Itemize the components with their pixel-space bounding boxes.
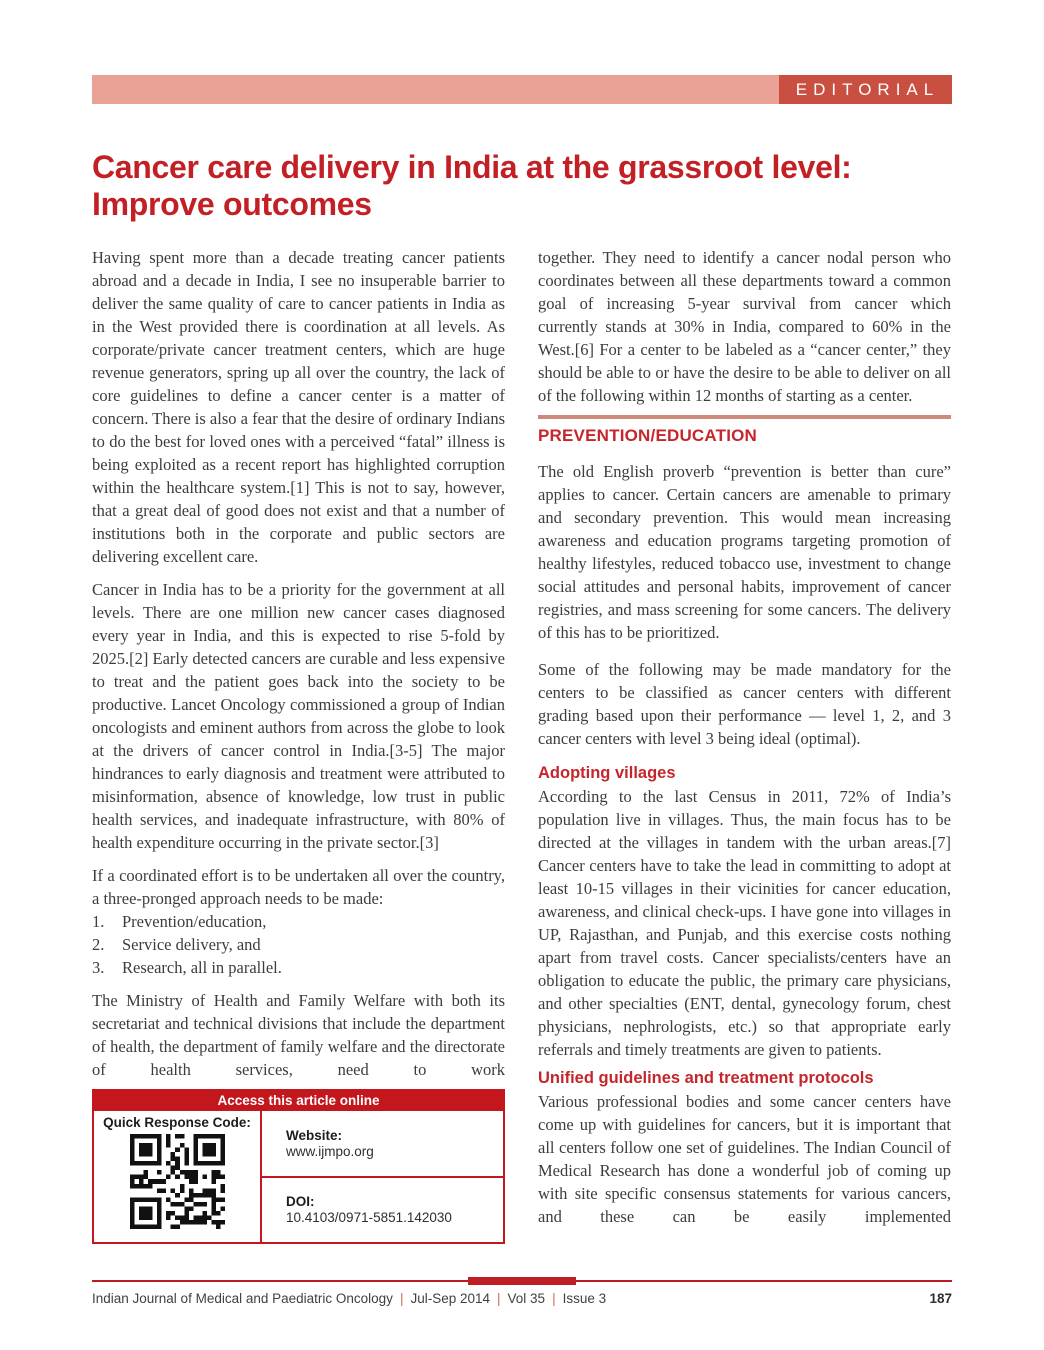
paragraph: The old English proverb “prevention is better than cure” applies to cancer. Certain cancers are amenable to primary and secondary prevention. This would mean increasing awareness and education programs targeting promotion of healthy lifestyles, reduced tobacco use, investment to change social attitudes and personal habits, improvement of cancer registries, and mass screening for some cancers. The delivery of this has to be prioritized. [538, 462, 951, 642]
numbered-list [92, 910, 505, 979]
qr-label: Quick Response Code: [103, 1115, 251, 1130]
section-divider [538, 415, 951, 419]
paragraph: According to the last Census in 2011, 72% of India’s population live in villages. Thus, the main focus has to be directed at the villages in tandem with the urban areas.[7] Cancer centers have to take the lead in committing to adopt at least 10-15 villages in their vicinities for cancer education, awareness, and clinical check-ups. I have gone into villages in UP, Rajasthan, and Punjab, and this exercise costs nothing apart from travel costs. Cancer specialists/centers have an obligation to educate the public, the primary care physicians, and other specialties (ENT, dental, gynecology forum, chest physicians, nephrologists, etc.) so that appropriate early referrals and timely treatments are given to patients. [538, 787, 951, 1059]
list-item [92, 933, 505, 956]
banner-accent-bar [92, 75, 779, 104]
access-box-body [94, 1111, 503, 1242]
website-cell [262, 1111, 503, 1178]
website-label: Website: [286, 1127, 343, 1143]
footer-journal-name: Indian Journal of Medical and Paediatric Oncology [92, 1291, 393, 1306]
list-item [92, 910, 505, 933]
paragraph: Some of the following may be made mandatory for the centers to be classified as cancer centers with different grading based upon their performance — level 1, 2, and 3 cancer centers with level 3 being ideal (optimal). [538, 660, 951, 748]
footer-rule-accent [468, 1277, 576, 1285]
list-number: 2. [92, 935, 105, 954]
list-number: 3. [92, 958, 105, 977]
footer-volume: Vol 35 [507, 1291, 546, 1306]
list-text: Prevention/education, [122, 912, 267, 931]
list-item [92, 956, 505, 979]
page-number: 187 [929, 1291, 952, 1306]
list-number: 1. [92, 912, 105, 931]
paragraph: Various professional bodies and some cancer centers have come up with guidelines for cancers, but it is important that all centers follow one set of guidelines. The Indian Council of Medical Research has done a wonderful job of coming up with site specific consensus statements for various cancers, and these can be easily implemented [538, 1092, 951, 1226]
article-title: Cancer care delivery in India at the grassroot level: Improve outcomes [92, 149, 852, 223]
qr-code [94, 1134, 260, 1234]
list-text: Research, all in parallel. [122, 958, 282, 977]
right-column [538, 246, 951, 1244]
footer-date: Jul-Sep 2014 [410, 1291, 491, 1306]
access-box-header: Access this article online [94, 1091, 503, 1111]
footer-separator: | [552, 1291, 556, 1306]
footer-issue: Issue 3 [562, 1291, 607, 1306]
paragraph: The Ministry of Health and Family Welfare with both its secretariat and technical divisions that include the department of health, the department of family welfare and the directorate of health services, need to work [92, 991, 505, 1079]
subsection-heading: Unified guidelines and treatment protocols [538, 1069, 874, 1087]
subsection-heading: Adopting villages [538, 764, 676, 782]
footer [92, 1291, 952, 1306]
left-column [92, 246, 505, 1244]
access-article-box [92, 1089, 505, 1244]
page-banner [92, 75, 952, 104]
list-text: Service delivery, and [122, 935, 261, 954]
paragraph: together. They need to identify a cancer nodal person who coordinates between all these departments toward a common goal of increasing 5-year survival from cancer which currently stands at 30% in India, compared to 60% in the West.[6] For a center to be labeled as a “cancer center,” they should be able to or have the desire to be able to deliver on all of the following within 12 months of starting as a center. [538, 248, 951, 405]
section-heading: PREVENTION/EDUCATION [538, 426, 758, 445]
footer-separator: | [399, 1291, 404, 1306]
doi-value: 10.4103/0971-5851.142030 [286, 1210, 452, 1226]
paragraph: Cancer in India has to be a priority for the government at all levels. There are one million new cancer cases diagnosed every year in India, and this is expected to rise 5-fold by 2025.[2] Early detected cancers are curable and less expensive to treat and the patient goes back into the society to be productive. Lancet Oncology commissioned a group of Indian oncologists and eminent authors from across the globe to look at the drivers of cancer control in India.[3-5] The major hindrances to early diagnosis and treatment were attributed to misinformation, absence of knowledge, low trust in public health services, and inadequate infrastructure, with 80% of health expenditure occurring in the private sector.[3] [92, 580, 505, 852]
doi-cell [262, 1178, 503, 1243]
paragraph: Having spent more than a decade treating cancer patients abroad and a decade in India, I see no insuperable barrier to deliver the same quality of care to cancer patients in India as in the West provided there is coordination at all levels. As corporate/private cancer treatment centers, which are huge revenue generators, spring up all over the country, the lack of core guidelines to define a cancer center is a matter of concern. There is also a fear that the desire of ordinary Indians to do the best for loved ones with a perceived “fatal” illness is being exploited as a recent report has highlighted corruption within the healthcare system.[1] This is not to say, however, that a great deal of good does not exist and that a number of institutions both in the corporate and public sectors are delivering excellent care. [92, 248, 505, 566]
access-info-cells [262, 1111, 503, 1242]
article-body [92, 246, 952, 1244]
paragraph: If a coordinated effort is to be undertaken all over the country, a three-pronged approach needs to be made: [92, 866, 505, 908]
footer-separator: | [497, 1291, 501, 1306]
website-url: www.ijmpo.org [286, 1143, 374, 1159]
article-type-badge: EDITORIAL [779, 75, 952, 104]
qr-cell [94, 1111, 262, 1242]
doi-label: DOI: [286, 1194, 315, 1210]
